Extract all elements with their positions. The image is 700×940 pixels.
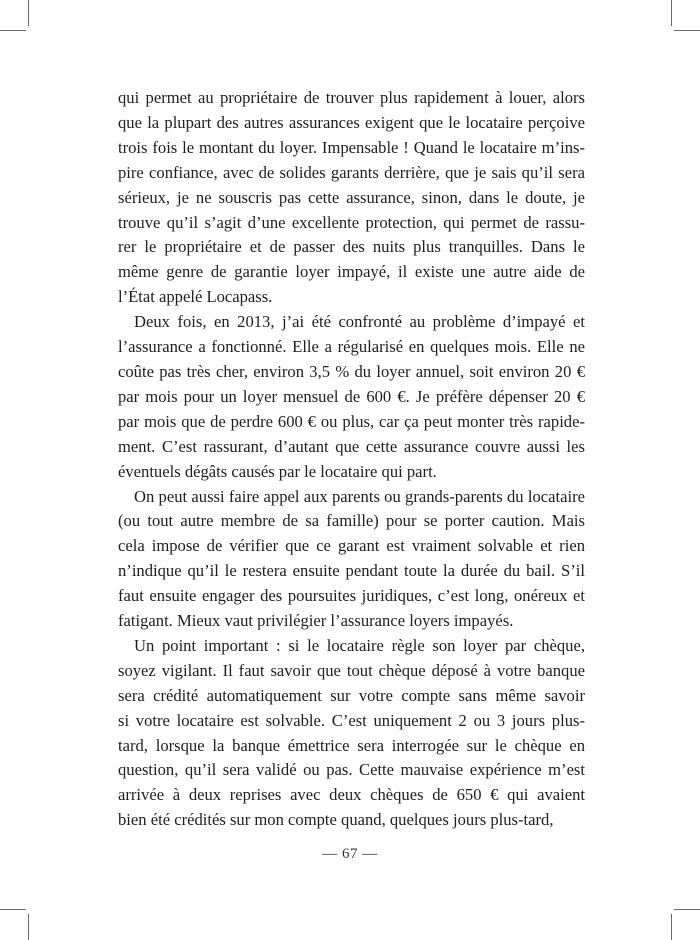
text-line: par mois pour un loyer mensuel de 600 €. Je préfère dépenser 20 € (118, 386, 585, 406)
text-line: faut ensuite engager des poursuites juridiques, c’est long, onéreux et (118, 586, 585, 606)
text-line: que la plupart des autres assurances exigent que le locataire perçoive (118, 112, 585, 132)
text-line: l’État appelé Locapass. (118, 287, 273, 307)
paragraph (118, 310, 585, 484)
text-line: (ou tout autre membre de sa famille) pour se porter caution. Mais (118, 511, 585, 531)
text-line: trois fois le montant du loyer. Impensable ! Quand le locataire m’ins- (118, 137, 585, 157)
text-line: trouve qu’il s’agit d’une excellente protection, qui permet de rassu- (118, 212, 585, 232)
text-line: éventuels dégâts causés par le locataire qui part. (118, 461, 437, 481)
crop-mark-bottom-left (28, 914, 29, 940)
text-line: cela impose de vérifier que ce garant est vraiment solvable et rien (118, 536, 585, 556)
paragraph (118, 485, 585, 634)
crop-mark-bottom-right-h (674, 909, 700, 910)
crop-mark-top-right-h (674, 30, 700, 31)
text-line: par mois que de perdre 600 € ou plus, car ça peut monter très rapide- (118, 411, 585, 431)
crop-mark-bottom-right (671, 914, 672, 940)
crop-mark-top-right (671, 0, 672, 26)
text-line: sera crédité automatiquement sur votre compte sans même savoir (118, 685, 585, 705)
text-line: On peut aussi faire appel aux parents ou grands-parents du locataire (134, 486, 585, 506)
text-line: pire confiance, avec de solides garants derrière, que je sais qu’il sera (118, 162, 585, 182)
paragraph (118, 86, 585, 310)
text-line: n’indique qu’il le restera ensuite pendant toute la durée du bail. S’il (118, 561, 585, 581)
text-line: question, qu’il sera validé ou pas. Cette mauvaise expérience m’est (118, 760, 585, 780)
text-line: Deux fois, en 2013, j’ai été confronté au problème d’impayé et (134, 312, 585, 332)
text-line: rer le propriétaire et de passer des nuits plus tranquilles. Dans le (118, 237, 585, 257)
text-line: ment. C’est rassurant, d’autant que cette assurance couvre aussi les (118, 436, 585, 456)
text-line: soyez vigilant. Il faut savoir que tout chèque déposé à votre banque (118, 660, 585, 680)
text-line: bien été crédités sur mon compte quand, quelques jours plus-tard, (118, 810, 554, 830)
page-number: — 67 — (322, 846, 378, 862)
crop-mark-bottom-left-h (0, 909, 26, 910)
text-line: arrivée à deux reprises avec deux chèques de 650 € qui avaient (118, 785, 585, 805)
body-text (118, 86, 585, 833)
text-line: tard, lorsque la banque émettrice sera interrogée sur le chèque en (118, 735, 585, 755)
crop-mark-top-left-h (0, 30, 26, 31)
text-line: coûte pas très cher, environ 3,5 % du loyer annuel, soit environ 20 € (118, 361, 585, 381)
text-line: même genre de garantie loyer impayé, il existe une autre aide de (118, 262, 585, 282)
text-line: l’assurance a fonctionné. Elle a régularisé en quelques mois. Elle ne (118, 337, 585, 357)
text-line: sérieux, je ne souscris pas cette assurance, sinon, dans le doute, je (118, 187, 585, 207)
text-line: fatigant. Mieux vaut privilégier l’assurance loyers impayés. (118, 611, 514, 631)
text-line: qui permet au propriétaire de trouver plus rapidement à louer, alors (118, 88, 585, 107)
text-line: si votre locataire est solvable. C’est uniquement 2 ou 3 jours plus- (118, 710, 585, 730)
text-line: Un point important : si le locataire règle son loyer par chèque, (134, 635, 585, 655)
paragraph (118, 634, 585, 833)
crop-mark-top-left (28, 0, 29, 26)
